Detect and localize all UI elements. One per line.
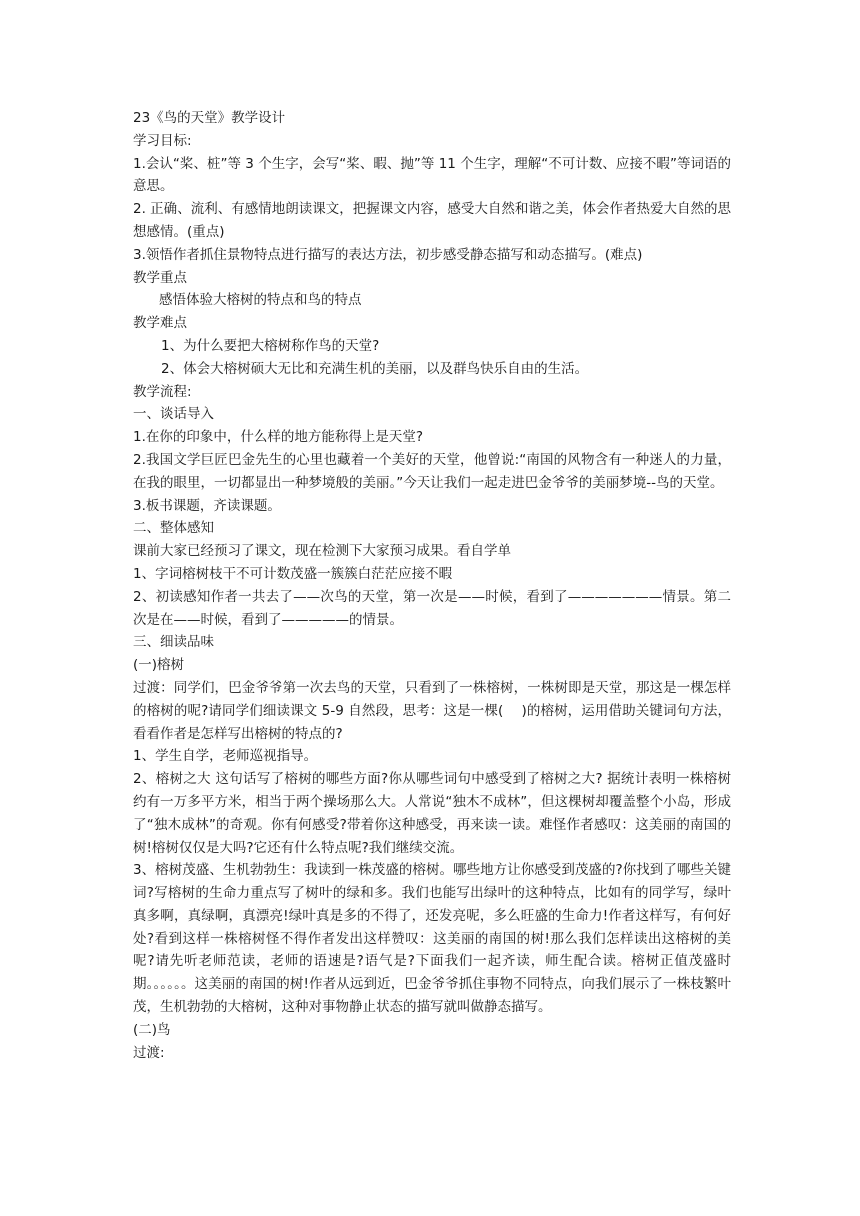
section1-item-2: 2.我国文学巨匠巴金先生的心里也藏着一个美好的天堂，他曾说:“南国的风物含有一种迷人的力量，在我的眼里，一切都显出一种梦境般的美丽。”今天让我们一起走进巴金爷爷的美丽梦境--鸟的天堂。: [133, 451, 731, 491]
section3-item-1: 1、学生自学，老师巡视指导。: [133, 748, 318, 765]
document-page: [133, 107, 731, 1064]
section1-heading: 一、谈话导入: [133, 406, 214, 423]
difficulty-2: 2、体会大榕树硕大无比和充满生机的美丽，以及群鸟快乐自由的生活。: [161, 360, 589, 377]
goal-2: 2. 正确、流利、有感情地朗读课文，把握课文内容，感受大自然和谐之美，体会作者热爱大自然的思想感情。(重点): [133, 201, 731, 240]
goal-1: 1.会认“桨、桩”等 3 个生字，会写“桨、暇、抛”等 11 个生字，理解“不可计数、应接不暇”等词语的意思。: [133, 155, 731, 195]
goal-3: 3.领悟作者抓住景物特点进行描写的表达方法，初步感受静态描写和动态描写。(难点): [133, 246, 643, 263]
goals-heading: 学习目标:: [133, 132, 192, 149]
section1-item-1: 1.在你的印象中，什么样的地方能称得上是天堂?: [133, 429, 424, 446]
section3-transition2: 过渡:: [133, 1044, 165, 1061]
section2-item-1: 1、字词榕树枝干不可计数茂盛一簇簇白茫茫应接不暇: [133, 565, 453, 582]
section3-heading: 三、细读品味: [133, 634, 214, 651]
section2-heading: 二、整体感知: [133, 520, 214, 537]
section2-intro: 课前大家已经预习了课文，现在检测下大家预习成果。看自学单: [133, 543, 511, 560]
section3-item-3: 3、榕树茂盛、生机勃勃生：我读到一株茂盛的榕树。哪些地方让你感受到茂盛的?你找到了哪些关键词?写榕树的生命力重点写了树叶的绿和多。我们也能写出绿叶的这种特点，比如有的同学写，绿叶真多啊，真绿啊，真漂亮!绿叶真是多的不得了，还发亮呢，多么旺盛的生命力!作者这样写，有何好处?看到这样一株榕树怪不得作者发出这样赞叹：这美丽的南国的树!那么我们怎样读出这榕树的美呢?请先听老师范读，老师的语速是?语气是?下面我们一起齐读，师生配合读。榕树正值茂盛时期。。。。。。这美丽的南国的树!作者从远到近，巴金爷爷抓住事物不同特点，向我们展示了一株枝繁叶茂，生机勃勃的大榕树，这种对事物静止状态的描写就叫做静态描写。: [133, 862, 731, 1016]
section2-item-2: 2、初读感知作者一共去了——次鸟的天堂，第一次是——时候，看到了———————情景。第二次是在——时候，看到了—————的情景。: [133, 588, 731, 628]
key-point: 感悟体验大榕树的特点和鸟的特点: [159, 292, 362, 309]
process-heading: 教学流程:: [133, 383, 192, 400]
document-title: 23《鸟的天堂》教学设计: [133, 110, 286, 126]
section1-item-3: 3.板书课题，齐读课题。: [133, 497, 281, 514]
key-heading: 教学重点: [133, 269, 187, 286]
section3-sub1: (一)榕树: [133, 657, 185, 674]
difficulty-1: 1、为什么要把大榕树称作鸟的天堂?: [161, 337, 380, 354]
difficulty-heading: 教学难点: [133, 315, 187, 332]
section3-transition1: 过渡：同学们，巴金爷爷第一次去鸟的天堂，只看到了一株榕树，一株树即是天堂，那这是一棵怎样的榕树的呢?请同学们细读课文 5-9 自然段，思考：这是一棵( )的榕树，运用借助关键词句方法，看看作者是怎样写出榕树的特点的?: [133, 679, 731, 742]
section3-item-2: 2、榕树之大 这句话写了榕树的哪些方面?你从哪些词句中感受到了榕树之大? 据统计表明一株榕树约有一万多平方米，相当于两个操场那么大。人常说“独木不成林”，但这棵树却覆盖整个小岛，形成了“独木成林”的奇观。你有何感受?带着你这种感受，再来读一读。难怪作者感叹：这美丽的南国的树!榕树仅仅是大吗?它还有什么特点呢?我们继续交流。: [133, 771, 731, 856]
section3-sub2: (二)鸟: [133, 1021, 171, 1038]
